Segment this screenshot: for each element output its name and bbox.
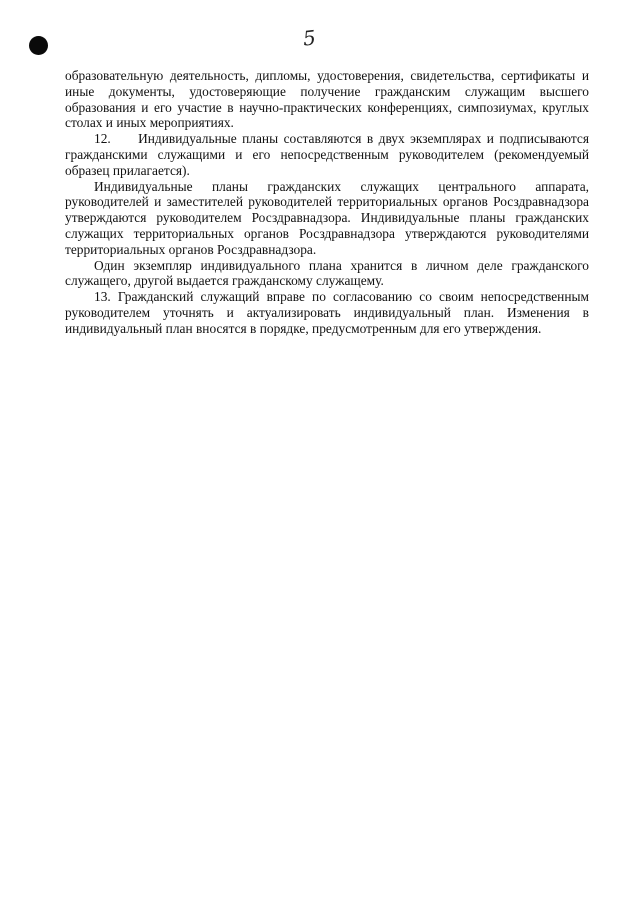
paragraph-12-approval: Индивидуальные планы гражданских служащих центрального аппарата, руководителей и заместителей руководителей территориальных органов Росздравнадзора утверждаются руководителем Росздравнадзора. Индивидуальные планы гражданских служащих территориальных органов Росздравнадзора утверждаются руководителями территориальных органов Росздравнадзора. [65, 178, 589, 257]
paragraph-13: 13. Гражданский служащий вправе по согласованию со своим непосредственным руководителем уточнять и актуализировать индивидуальный план. Изменения в индивидуальный план вносятся в порядке, предусмотренным для его утверждения. [65, 289, 589, 336]
hole-punch-mark [29, 36, 48, 55]
document-body [65, 68, 589, 337]
page-number: 5 [301, 25, 317, 51]
paragraph-continuation: образовательную деятельность, дипломы, удостоверения, свидетельства, сертификаты и иные документы, удостоверяющие получение гражданским служащим высшего образования и его участие в научно-практических конференциях, симпозиумах, круглых столах и иных мероприятиях. [65, 68, 589, 131]
paragraph-12-copies: Один экземпляр индивидуального плана хранится в личном деле гражданского служащего, другой выдается гражданскому служащему. [65, 257, 589, 289]
paragraph-12: 12. Индивидуальные планы составляются в двух экземплярах и подписываются гражданскими служащими и его непосредственным руководителем (рекомендуемый образец прилагается). [65, 131, 589, 178]
